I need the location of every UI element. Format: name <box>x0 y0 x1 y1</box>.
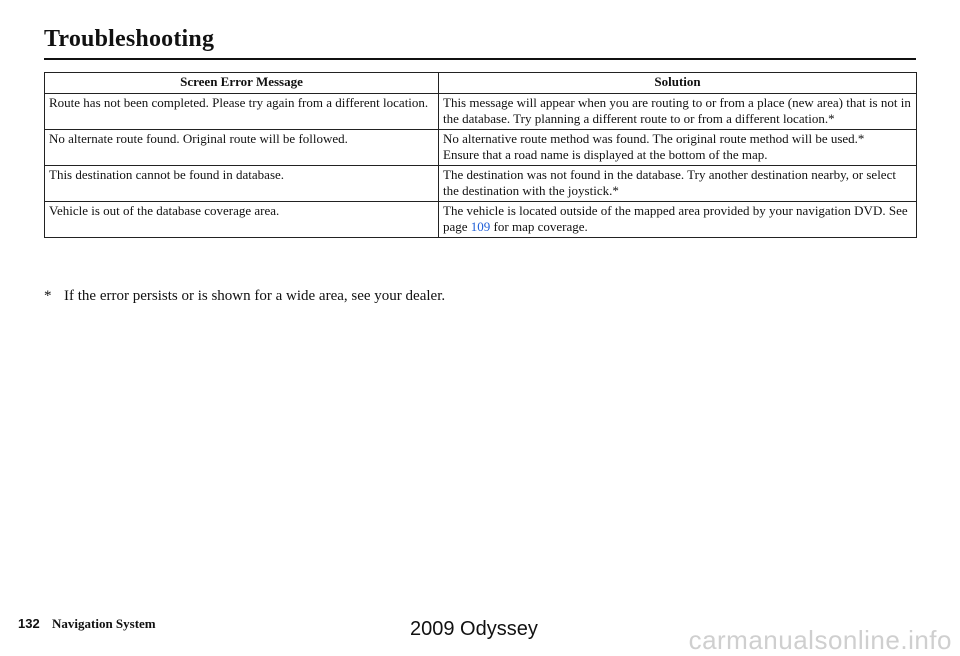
table-row <box>45 94 917 130</box>
error-message-cell: Vehicle is out of the database coverage area. <box>45 202 439 238</box>
solution-text: No alternative route method was found. The original route method will be used.* <box>443 131 865 146</box>
page-number: 132 <box>18 616 40 631</box>
title-divider <box>44 58 916 60</box>
solution-cell <box>439 202 917 238</box>
solution-cell <box>439 130 917 166</box>
footnote-text: If the error persists or is shown for a wide area, see your dealer. <box>64 288 446 304</box>
error-message-cell: Route has not been completed. Please try again from a different location. <box>45 94 439 130</box>
table-header-row <box>45 73 917 94</box>
solution-text: Ensure that a road name is displayed at the bottom of the map. <box>443 147 768 162</box>
error-message-table <box>44 72 917 238</box>
footer-section-title: Navigation System <box>52 616 156 631</box>
error-message-cell: No alternate route found. Original route will be followed. <box>45 130 439 166</box>
table-row <box>45 130 917 166</box>
page-reference-link[interactable]: 109 <box>470 219 491 234</box>
solution-text: for map coverage. <box>490 219 588 234</box>
error-message-cell: This destination cannot be found in database. <box>45 166 439 202</box>
table-row <box>45 202 917 238</box>
footnote-marker: * <box>44 288 52 304</box>
model-watermark: 2009 Odyssey <box>410 618 538 640</box>
table-row <box>45 166 917 202</box>
footnote <box>44 288 445 305</box>
solution-text: This message will appear when you are routing to or from a place (new area) that is not in the database. Try planning a different route to or from a different location.* <box>443 95 911 126</box>
site-watermark: carmanualsonline.info <box>688 625 952 655</box>
solution-cell <box>439 94 917 130</box>
column-header-solution: Solution <box>439 73 917 94</box>
solution-text: The vehicle is located outside of the mapped area provided by your navigation DVD. See page <box>443 203 908 234</box>
solution-cell <box>439 166 917 202</box>
column-header-message: Screen Error Message <box>45 73 439 94</box>
solution-text: The destination was not found in the database. Try another destination nearby, or select the destination with the joystick.* <box>443 167 896 198</box>
page-title: Troubleshooting <box>44 26 215 52</box>
